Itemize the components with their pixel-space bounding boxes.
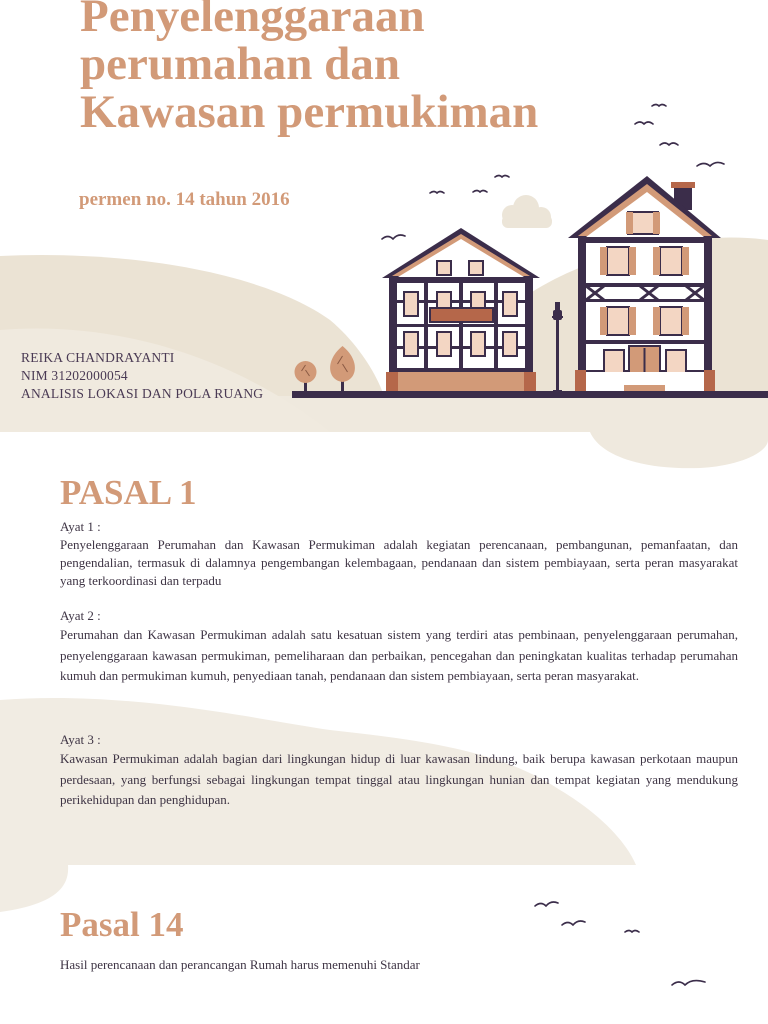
ayat-label: Ayat 3 : [60,732,101,747]
cloud-bump-right [590,432,768,468]
ayat-label: Ayat 1 : [60,519,101,534]
title-line: perumahan dan [80,38,400,90]
ayat-text: Perumahan dan Kawasan Permukiman adalah satu kesatuan sistem yang terdiri atas pembinaan, penyelenggaraan perumahan, penyelenggaraan kawasan permukiman, pemeliharaan dan perbaikan, pencegahan dan peningkatan kualitas terhadap perumahan kumuh dan permukiman kumuh, penyediaan tanah, pendanaan dan sistem pembiayaan, serta peran masyarakat. [60,627,738,684]
ayat-block-3 [60,731,738,811]
ayat-block-1 [60,518,738,590]
cloud-icon [502,195,552,228]
author-nim: NIM 31202000054 [21,368,128,383]
title-line: Penyelenggaraan [80,0,425,42]
ground-line [292,391,768,398]
section-heading-pasal-14: Pasal 14 [60,905,184,944]
author-name: REIKA CHANDRAYANTI [21,350,175,365]
author-course: ANALISIS LOKASI DAN POLA RUANG [21,386,264,401]
house-right-icon [568,176,721,391]
ayat-label: Ayat 2 : [60,608,101,623]
page-subtitle: permen no. 14 tahun 2016 [79,189,290,210]
ayat-text: Kawasan Permukiman adalah bagian dari lingkungan hidup di luar kawasan lindung, baik berupa kawasan perkotaan maupun perdesaan, yang berfungsi sebagai lingkungan tempat tinggal atau lingkungan hunian dan tempat kegiatan yang mendukung perikehidupan dan penghidupan. [60,751,738,808]
title-line: Kawasan permukiman [80,86,539,138]
section-heading-pasal-1: PASAL 1 [60,473,197,512]
ayat-block-2 [60,607,738,687]
page-title [80,0,700,136]
ayat-text: Penyelenggaraan Perumahan dan Kawasan Permukiman adalah kegiatan perencanaan, pembangunan, pemanfaatan, dan pengendalian, termasuk di dalamnya pengembangan kelembagaan, pendanaan dan sistem pembiayaan, serta peran masyarakat yang terkoordinasi dan terpadu [60,537,738,588]
author-block [21,349,263,403]
pasal-14-text: Hasil perencanaan dan perancangan Rumah harus memenuhi Standar [60,957,420,972]
mid-beige-bump [0,865,68,912]
house-left-icon [382,228,540,391]
